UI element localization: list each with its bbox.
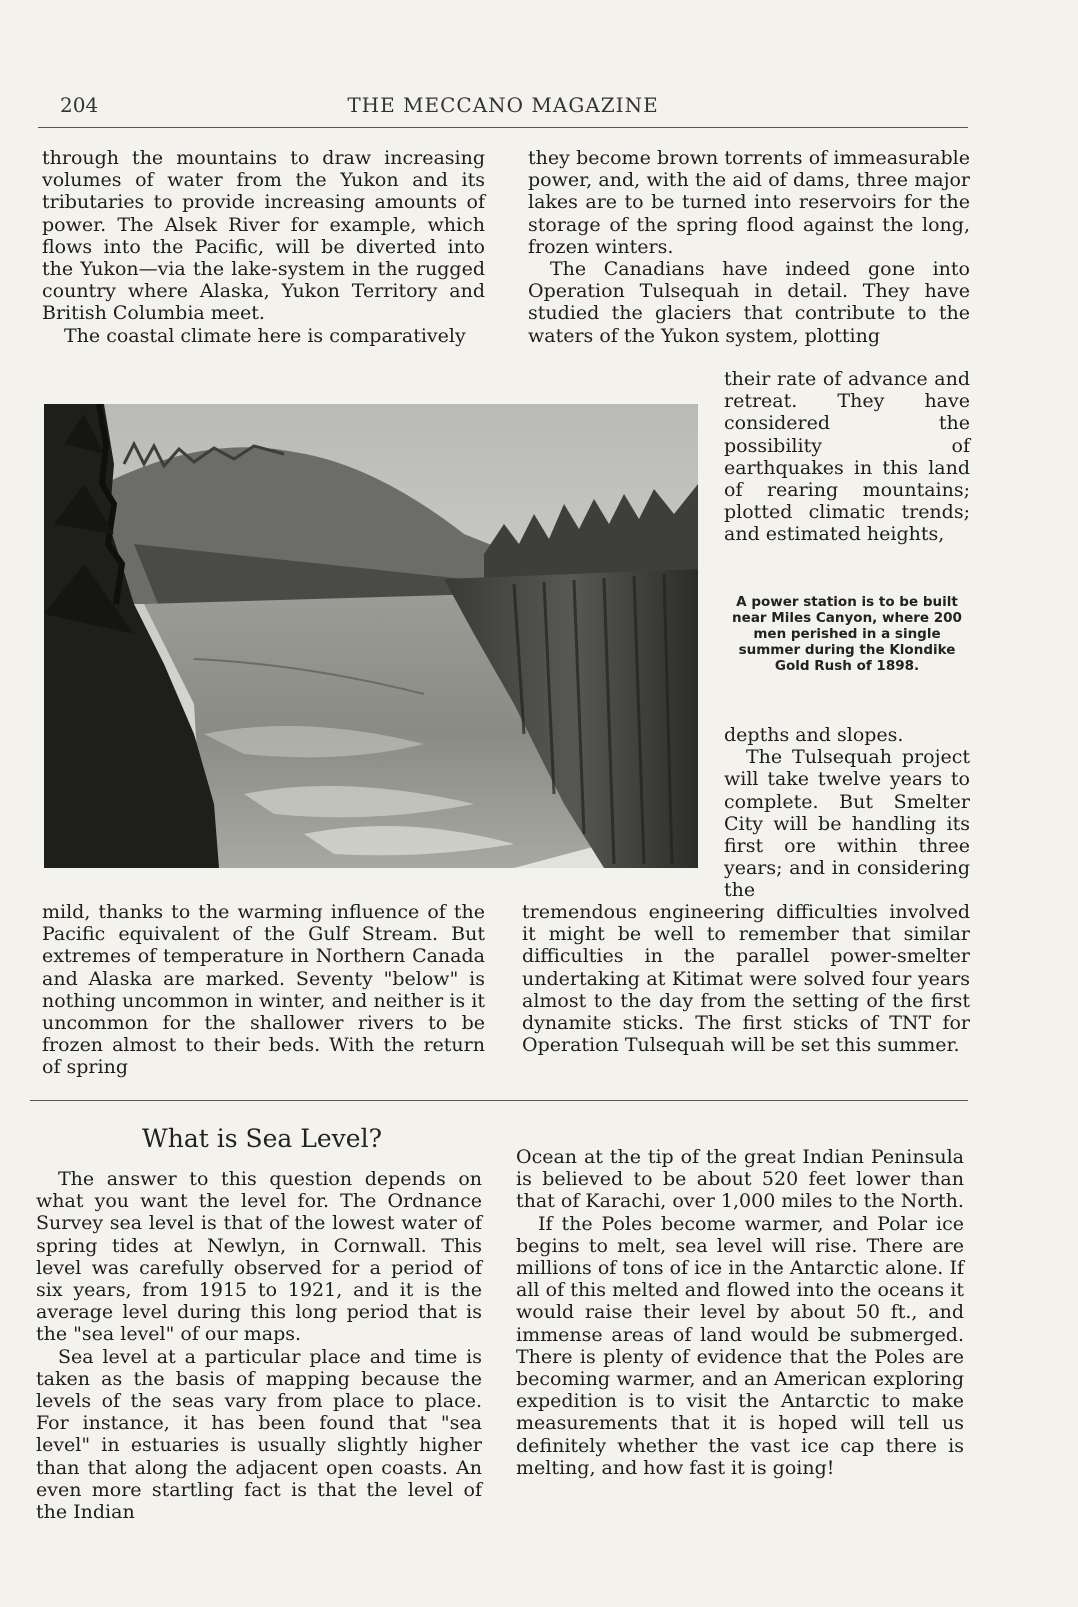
paragraph: The answer to this question depends on what you want the level for. The Ordnance Survey sea level is that of the lowest water of spring tides at Newlyn, in Cornwall. This level was carefully observed for a period of six years, from 1915 to 1921, and it is the average level during this long period that is the "sea level" of our maps. [36,1168,482,1346]
article1-col1-bottom [42,901,485,1079]
article1-narrow-col-lower [724,724,970,902]
paragraph: they become brown torrents of immeasurable power, and, with the aid of dams, three major lakes are to be turned into reservoirs for the storage of the spring flood against the long, frozen winters. [528,147,970,258]
paragraph: If the Poles become warmer, and Polar ice begins to melt, sea level will rise. There are millions of tons of ice in the Antarctic alone. If all of this melted and flowed into the oceans it would raise their level by about 50 ft., and immense areas of land would be submerged. There is plenty of evidence that the Poles are becoming warmer, and an American exploring expedition is to visit the Antarctic to make measurements that it is hoped will tell us definitely whether the vast ice cap there is melting, and how fast it is going! [516,1212,964,1479]
canyon-photo [44,404,698,868]
paragraph: through the mountains to draw increasing volumes of water from the Yukon and its tributaries to provide increasing amounts of power. The Alsek River for example, which flows into the Pacific, will be diverted into the Yukon—via the lake-system in the rugged country where Alaska, Yukon Territory and British Columbia meet. [42,147,485,325]
paragraph: The coastal climate here is comparatively [64,324,466,347]
article1-col2-top [528,147,970,347]
paragraph: depths and slopes. [724,724,904,746]
magazine-title: THE MECCANO MAGAZINE [347,93,659,117]
section-rule [30,1100,968,1101]
paragraph: their rate of advance and retreat. They have considered the possibility of earthquakes in this land of rearing mountains; plotted climatic trends; and estimated heights, [724,368,970,546]
header-rule [38,127,968,128]
article2-col1 [36,1168,482,1523]
canyon-illustration [44,404,698,868]
article2-col2 [516,1146,964,1479]
paragraph: The Tulsequah project will take twelve years to complete. But Smelter City will be handling its first ore within three years; and in considering the [724,746,970,902]
page-header [40,93,966,125]
article1-col1-top [42,147,485,347]
paragraph: Sea level at a particular place and time is taken as the basis of mapping because the levels of the seas vary from place to place. For instance, it has been found that "sea level" in estuaries is usually slightly higher than that along the adjacent open coasts. An even more startling fact is that the level of the Indian [36,1345,482,1524]
page-number: 204 [60,93,99,117]
article1-col2-bottom [522,901,970,1056]
paragraph: mild, thanks to the warming influence of the Pacific equivalent of the Gulf Stream. But extremes of temperature in Northern Canada and Alaska are marked. Seventy "below" is nothing uncommon in winter, and neither is it uncommon for the shallower rivers to be frozen almost to their beds. With the return of spring [42,901,485,1079]
paragraph: The Canadians have indeed gone into Operation Tulsequah in detail. They have studied the glaciers that contribute to the waters of the Yukon system, plotting [528,258,970,347]
photo-caption: A power station is to be built near Miles Canyon, where 200 men perished in a single summer during the Klondike Gold Rush of 1898. [732,594,962,674]
paragraph: Ocean at the tip of the great Indian Peninsula is believed to be about 520 feet lower than that of Karachi, over 1,000 miles to the North. [516,1146,964,1213]
article2-title: What is Sea Level? [142,1124,382,1153]
paragraph: tremendous engineering difficulties involved it might be well to remember that similar difficulties in the parallel power-smelter undertaking at Kitimat were solved four years almost to the day from the setting of the first dynamite sticks. The first sticks of TNT for Operation Tulsequah will be set this summer. [522,901,970,1057]
article1-narrow-col [724,368,970,546]
